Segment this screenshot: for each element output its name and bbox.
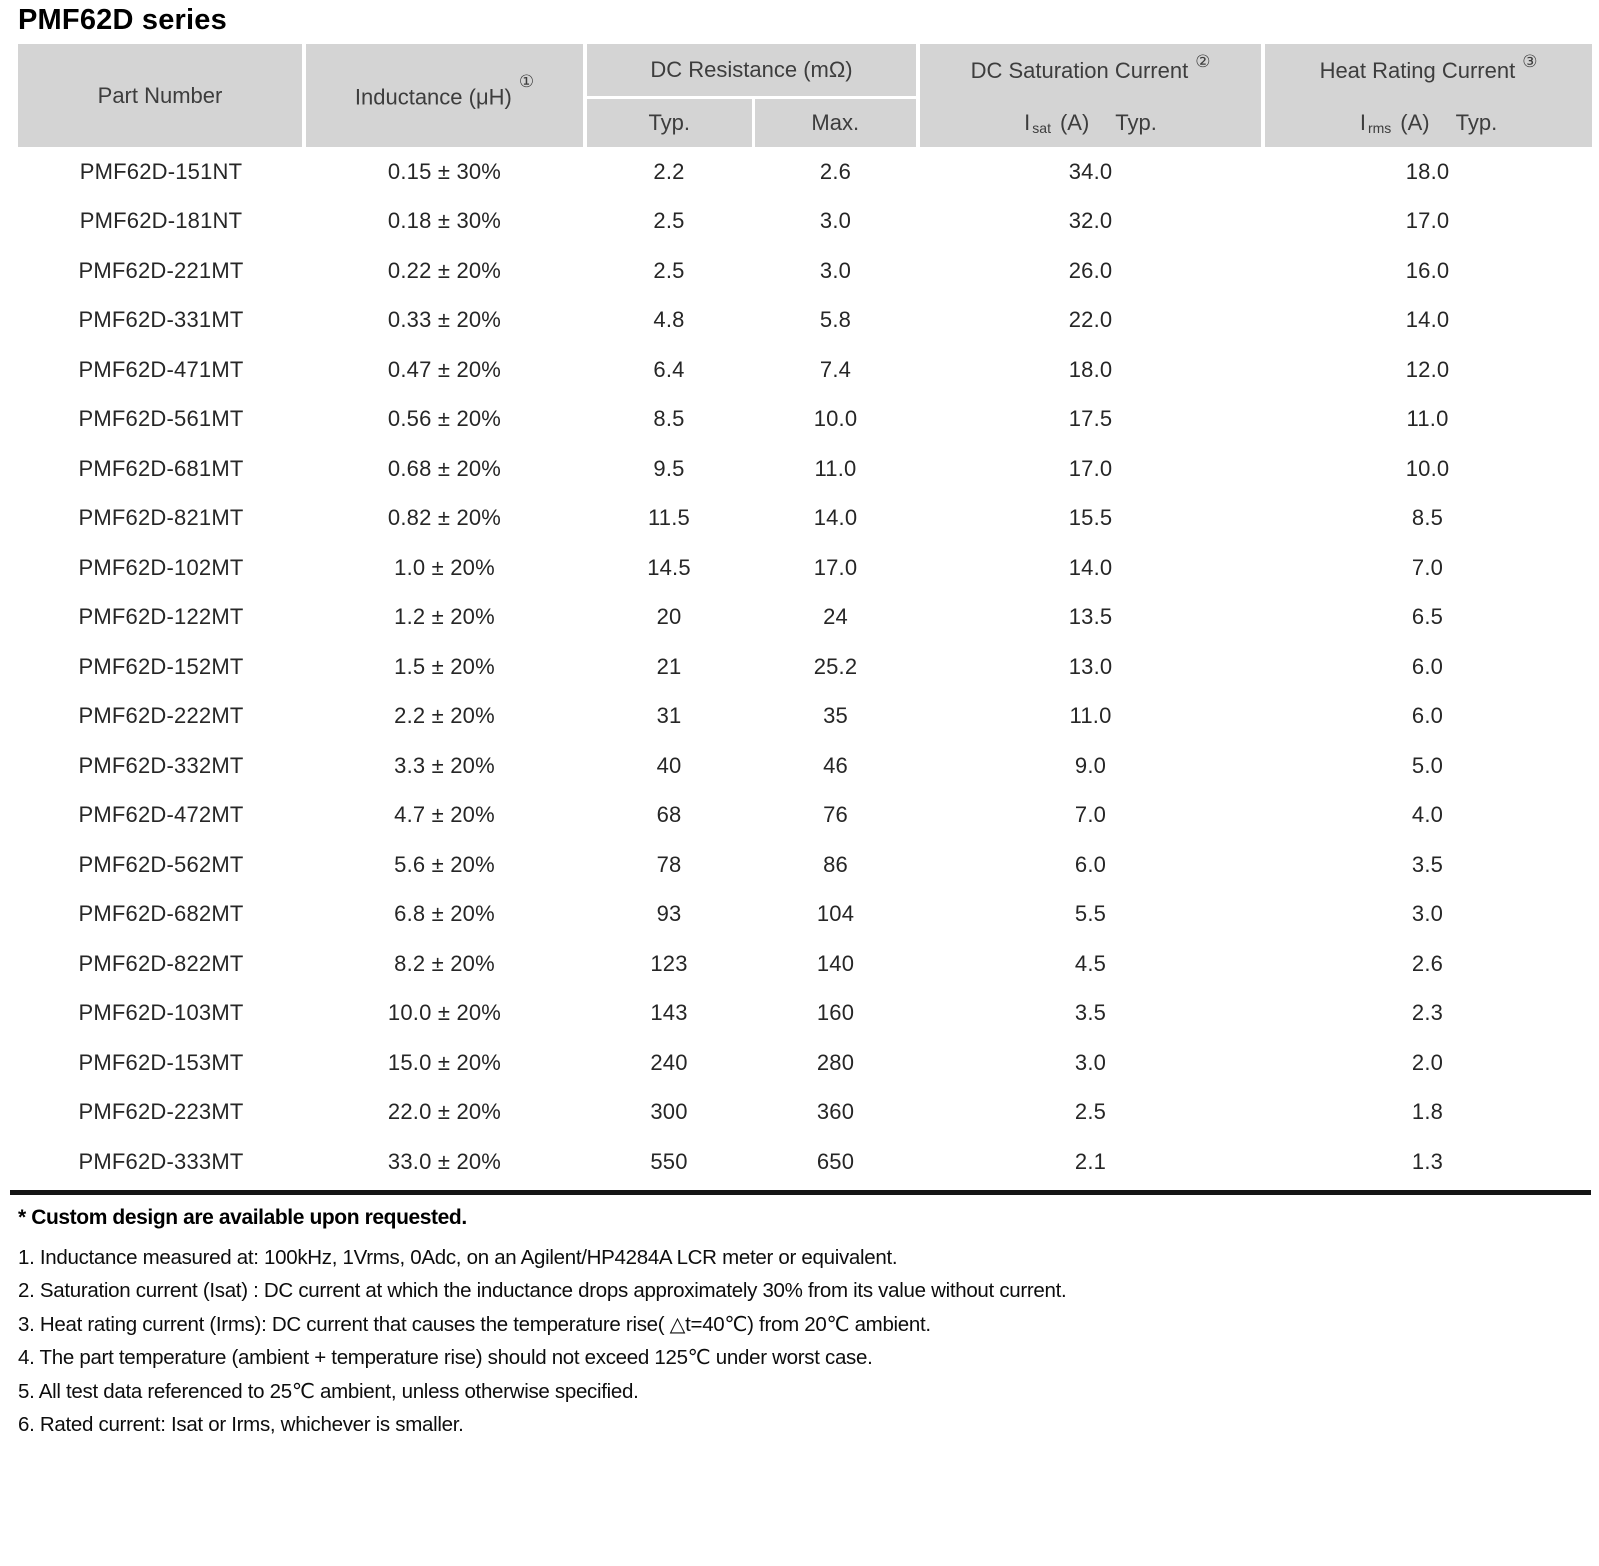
table-cell: 1.0 ± 20% <box>304 543 585 593</box>
table-cell: 1.2 ± 20% <box>304 593 585 643</box>
table-cell: 5.0 <box>1263 741 1592 791</box>
table-cell: 1.8 <box>1263 1088 1592 1138</box>
table-cell: PMF62D-223MT <box>18 1088 304 1138</box>
table-cell: 15.0 ± 20% <box>304 1038 585 1088</box>
isat-unit: (A) <box>1059 109 1090 135</box>
footnote-ref-3-icon: ③ <box>1522 52 1538 71</box>
table-cell: 0.56 ± 20% <box>304 395 585 445</box>
table-cell: 5.5 <box>918 890 1263 940</box>
dc-saturation-subheader <box>920 98 1261 147</box>
table-row <box>18 989 1592 1039</box>
table-cell: 2.3 <box>1263 989 1592 1039</box>
table-cell: 18.0 <box>918 345 1263 395</box>
table-row <box>18 840 1592 890</box>
table-cell: 25.2 <box>753 642 918 692</box>
table-row <box>18 395 1592 445</box>
dc-saturation-label: DC Saturation Current <box>970 58 1189 83</box>
table-cell: PMF62D-562MT <box>18 840 304 890</box>
table-cell: 78 <box>585 840 753 890</box>
table-cell: 31 <box>585 692 753 742</box>
table-cell: 2.0 <box>1263 1038 1592 1088</box>
table-cell: PMF62D-822MT <box>18 939 304 989</box>
table-row <box>18 1137 1592 1187</box>
table-cell: 11.5 <box>585 494 753 544</box>
table-cell: 68 <box>585 791 753 841</box>
table-cell: 7.4 <box>753 345 918 395</box>
table-cell: 13.5 <box>918 593 1263 643</box>
table-row <box>18 791 1592 841</box>
table-cell: 3.5 <box>918 989 1263 1039</box>
table-cell: 650 <box>753 1137 918 1187</box>
table-cell: PMF62D-333MT <box>18 1137 304 1187</box>
table-cell: 3.5 <box>1263 840 1592 890</box>
table-cell: 34.0 <box>918 147 1263 197</box>
table-cell: 12.0 <box>1263 345 1592 395</box>
table-cell: 0.82 ± 20% <box>304 494 585 544</box>
isat-typ-label: Typ. <box>1115 109 1157 135</box>
spec-table <box>18 44 1592 1187</box>
table-cell: 7.0 <box>918 791 1263 841</box>
table-cell: 280 <box>753 1038 918 1088</box>
heat-rating-header-group <box>1265 44 1592 147</box>
table-row <box>18 147 1592 197</box>
table-cell: 1.5 ± 20% <box>304 642 585 692</box>
dc-saturation-header-group <box>920 44 1261 147</box>
table-cell: PMF62D-682MT <box>18 890 304 940</box>
table-cell: 2.5 <box>585 197 753 247</box>
table-cell: PMF62D-151NT <box>18 147 304 197</box>
table-cell: 2.6 <box>1263 939 1592 989</box>
table-cell: 18.0 <box>1263 147 1592 197</box>
table-cell: 4.7 ± 20% <box>304 791 585 841</box>
table-row <box>18 593 1592 643</box>
table-cell: 14.0 <box>1263 296 1592 346</box>
table-cell: 6.0 <box>1263 692 1592 742</box>
irms-unit: (A) <box>1400 109 1430 135</box>
table-cell: 21 <box>585 642 753 692</box>
table-cell: 4.5 <box>918 939 1263 989</box>
part-number-label: Part Number <box>97 82 223 108</box>
table-cell: 40 <box>585 741 753 791</box>
table-cell: PMF62D-471MT <box>18 345 304 395</box>
col-header-heat-rating-current <box>1263 44 1592 147</box>
footnote-5: 5. All test data referenced to 25℃ ambient, unless otherwise specified. <box>18 1379 639 1403</box>
table-cell: 6.4 <box>585 345 753 395</box>
table-cell: 10.0 <box>753 395 918 445</box>
table-cell: 9.0 <box>918 741 1263 791</box>
irms-subscript: rms <box>1367 119 1392 136</box>
table-cell: 1.3 <box>1263 1137 1592 1187</box>
table-cell: 3.3 ± 20% <box>304 741 585 791</box>
table-cell: 3.0 <box>1263 890 1592 940</box>
footnote-6: 6. Rated current: Isat or Irms, whichever is smaller. <box>18 1413 464 1436</box>
footnote-2: 2. Saturation current (Isat) : DC current at which the inductance drops approximately 30% from its value without current. <box>18 1279 1067 1302</box>
table-cell: 3.0 <box>753 197 918 247</box>
table-cell: 8.5 <box>585 395 753 445</box>
table-cell: 10.0 <box>1263 444 1592 494</box>
table-cell: PMF62D-103MT <box>18 989 304 1039</box>
table-row <box>18 692 1592 742</box>
irms-symbol: I <box>1359 109 1366 135</box>
table-cell: 3.0 <box>753 246 918 296</box>
table-cell: PMF62D-122MT <box>18 593 304 643</box>
table-cell: 0.47 ± 20% <box>304 345 585 395</box>
table-cell: PMF62D-102MT <box>18 543 304 593</box>
col-header-max: Max. <box>753 98 918 147</box>
table-cell: 46 <box>753 741 918 791</box>
footnotes-section <box>18 1206 1590 1436</box>
table-cell: 300 <box>585 1088 753 1138</box>
table-row <box>18 444 1592 494</box>
table-cell: 6.5 <box>1263 593 1592 643</box>
table-cell: 16.0 <box>1263 246 1592 296</box>
table-cell: 13.0 <box>918 642 1263 692</box>
table-cell: 35 <box>753 692 918 742</box>
table-cell: 8.2 ± 20% <box>304 939 585 989</box>
table-cell: 5.6 ± 20% <box>304 840 585 890</box>
dc-resistance-label: DC Resistance (mΩ) <box>650 57 853 83</box>
heat-rating-subheader <box>1265 98 1592 147</box>
table-cell: 9.5 <box>585 444 753 494</box>
col-header-typ: Typ. <box>585 98 753 147</box>
footnote-4: 4. The part temperature (ambient + temperature rise) should not exceed 125℃ under worst case. <box>18 1346 873 1369</box>
table-row <box>18 1088 1592 1138</box>
table-cell: 86 <box>753 840 918 890</box>
table-cell: 6.0 <box>1263 642 1592 692</box>
table-cell: 15.5 <box>918 494 1263 544</box>
footnote-3: 3. Heat rating current (Irms): DC current that causes the temperature rise( △t=40℃) from 20℃ ambient. <box>18 1312 931 1336</box>
table-cell: PMF62D-221MT <box>18 246 304 296</box>
table-cell: 143 <box>585 989 753 1039</box>
table-cell: 20 <box>585 593 753 643</box>
col-header-dc-resistance <box>585 44 918 98</box>
table-cell: 140 <box>753 939 918 989</box>
table-cell: 22.0 <box>918 296 1263 346</box>
table-cell: PMF62D-181NT <box>18 197 304 247</box>
table-cell: 17.0 <box>918 444 1263 494</box>
custom-design-note: * Custom design are available upon requested. <box>18 1205 467 1229</box>
table-header <box>18 44 1592 147</box>
table-cell: 11.0 <box>753 444 918 494</box>
table-cell: 7.0 <box>1263 543 1592 593</box>
table-row <box>18 296 1592 346</box>
table-cell: 93 <box>585 890 753 940</box>
table-cell: PMF62D-332MT <box>18 741 304 791</box>
dc-saturation-label-row <box>920 44 1261 98</box>
table-cell: 550 <box>585 1137 753 1187</box>
table-row <box>18 741 1592 791</box>
table-cell: 24 <box>753 593 918 643</box>
page-title: PMF62D series <box>18 4 227 36</box>
table-cell: 2.1 <box>918 1137 1263 1187</box>
footnote-ref-2-icon: ② <box>1195 52 1211 71</box>
table-cell: 160 <box>753 989 918 1039</box>
table-row <box>18 890 1592 940</box>
heat-rating-label-row <box>1265 44 1592 98</box>
table-row <box>18 345 1592 395</box>
table-cell: 0.22 ± 20% <box>304 246 585 296</box>
table-cell: 17.0 <box>753 543 918 593</box>
table-cell: 14.5 <box>585 543 753 593</box>
col-header-part-number <box>18 44 304 147</box>
table-row <box>18 939 1592 989</box>
table-cell: 240 <box>585 1038 753 1088</box>
table-cell: 360 <box>753 1088 918 1138</box>
table-cell: 11.0 <box>918 692 1263 742</box>
table-cell: 123 <box>585 939 753 989</box>
table-row <box>18 642 1592 692</box>
table-row <box>18 197 1592 247</box>
table-cell: 5.8 <box>753 296 918 346</box>
heat-rating-label: Heat Rating Current <box>1319 58 1516 83</box>
table-cell: 2.5 <box>585 246 753 296</box>
table-cell: 76 <box>753 791 918 841</box>
table-cell: 33.0 ± 20% <box>304 1137 585 1187</box>
table-cell: 0.18 ± 30% <box>304 197 585 247</box>
table-cell: 4.0 <box>1263 791 1592 841</box>
table-cell: PMF62D-153MT <box>18 1038 304 1088</box>
table-cell: PMF62D-472MT <box>18 791 304 841</box>
table-row <box>18 246 1592 296</box>
table-cell: 4.8 <box>585 296 753 346</box>
isat-subscript: sat <box>1032 119 1051 136</box>
table-cell: 2.2 <box>585 147 753 197</box>
table-cell: 17.0 <box>1263 197 1592 247</box>
table-cell: 8.5 <box>1263 494 1592 544</box>
footnote-1: 1. Inductance measured at: 100kHz, 1Vrms, 0Adc, on an Agilent/HP4284A LCR meter or equivalent. <box>18 1245 898 1269</box>
table-cell: 0.15 ± 30% <box>304 147 585 197</box>
footnote-ref-1-icon: ① <box>518 71 535 91</box>
table-cell: PMF62D-561MT <box>18 395 304 445</box>
table-row <box>18 494 1592 544</box>
table-cell: 22.0 ± 20% <box>304 1088 585 1138</box>
separator-rule <box>10 1190 1591 1195</box>
table-cell: 2.6 <box>753 147 918 197</box>
isat-symbol: I <box>1024 109 1031 135</box>
table-cell: 0.68 ± 20% <box>304 444 585 494</box>
col-header-inductance <box>304 44 585 147</box>
table-cell: 14.0 <box>918 543 1263 593</box>
table-cell: PMF62D-152MT <box>18 642 304 692</box>
table-cell: 2.2 ± 20% <box>304 692 585 742</box>
inductance-label: Inductance (μH) <box>354 84 512 110</box>
table-cell: 32.0 <box>918 197 1263 247</box>
table-cell: 104 <box>753 890 918 940</box>
table-cell: PMF62D-222MT <box>18 692 304 742</box>
table-cell: 10.0 ± 20% <box>304 989 585 1039</box>
table-cell: 0.33 ± 20% <box>304 296 585 346</box>
table-cell: 26.0 <box>918 246 1263 296</box>
table-cell: 6.8 ± 20% <box>304 890 585 940</box>
table-cell: PMF62D-331MT <box>18 296 304 346</box>
table-cell: 11.0 <box>1263 395 1592 445</box>
table-row <box>18 1038 1592 1088</box>
table-cell: PMF62D-681MT <box>18 444 304 494</box>
table-row <box>18 543 1592 593</box>
col-header-dc-saturation-current <box>918 44 1263 147</box>
table-cell: PMF62D-821MT <box>18 494 304 544</box>
table-cell: 3.0 <box>918 1038 1263 1088</box>
table-cell: 6.0 <box>918 840 1263 890</box>
table-cell: 2.5 <box>918 1088 1263 1138</box>
table-cell: 17.5 <box>918 395 1263 445</box>
table-cell: 14.0 <box>753 494 918 544</box>
spec-table-body <box>18 147 1592 1187</box>
irms-typ-label: Typ. <box>1455 109 1498 135</box>
